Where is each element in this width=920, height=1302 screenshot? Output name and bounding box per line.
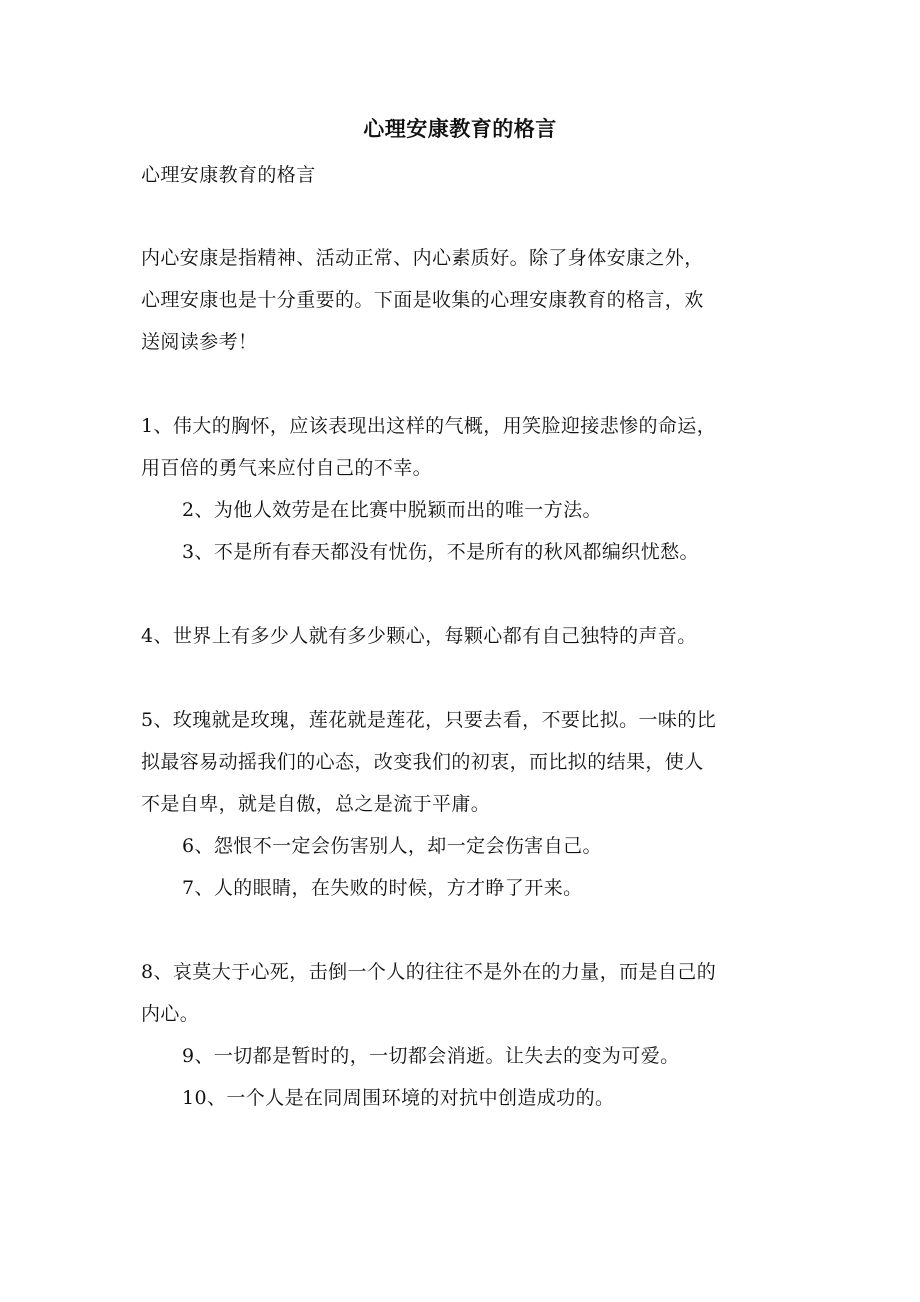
quote-8-line: 8、哀莫大于心死，击倒一个人的往往不是外在的力量，而是自己的 [141,961,717,983]
intro-line: 内心安康是指精神、活动正常、内心素质好。除了身体安康之外， [141,247,704,269]
intro-line: 送阅读参考！ [141,331,258,353]
quote-3: 3、不是所有春天都没有忧伤，不是所有的秋风都编织忧愁。 [182,541,699,563]
quote-5-line: 拟最容易动摇我们的心态，改变我们的初衷，而比拟的结果，使人 [141,751,704,773]
quote-5-line: 5、玫瑰就是玫瑰，莲花就是莲花，只要去看，不要比拟。一味的比 [141,709,717,731]
document-subtitle: 心理安康教育的格言 [141,164,316,186]
quote-4: 4、世界上有多少人就有多少颗心，每颗心都有自己独特的声音。 [141,625,697,647]
quote-10: 10、一个人是在同周围环境的对抗中创造成功的。 [182,1087,615,1109]
quote-5-line: 不是自卑，就是自傲，总之是流于平庸。 [141,793,491,815]
quote-8-line: 内心。 [141,1003,200,1025]
quote-6: 6、怨恨不一定会伤害别人，却一定会伤害自己。 [182,835,602,857]
quote-2: 2、为他人效劳是在比赛中脱颖而出的唯一方法。 [182,499,602,521]
quote-1-line: 1、伟大的胸怀，应该表现出这样的气概，用笑脸迎接悲惨的命运， [141,415,717,437]
quote-1-line: 用百倍的勇气来应付自己的不幸。 [141,457,433,479]
quote-9: 9、一切都是暂时的，一切都会消逝。让失去的变为可爱。 [182,1045,680,1067]
document-title: 心理安康教育的格言 [363,116,557,141]
intro-line: 心理安康也是十分重要的。下面是收集的心理安康教育的格言，欢 [141,289,704,311]
quote-7: 7、人的眼睛，在失败的时候，方才睁了开来。 [182,877,583,899]
